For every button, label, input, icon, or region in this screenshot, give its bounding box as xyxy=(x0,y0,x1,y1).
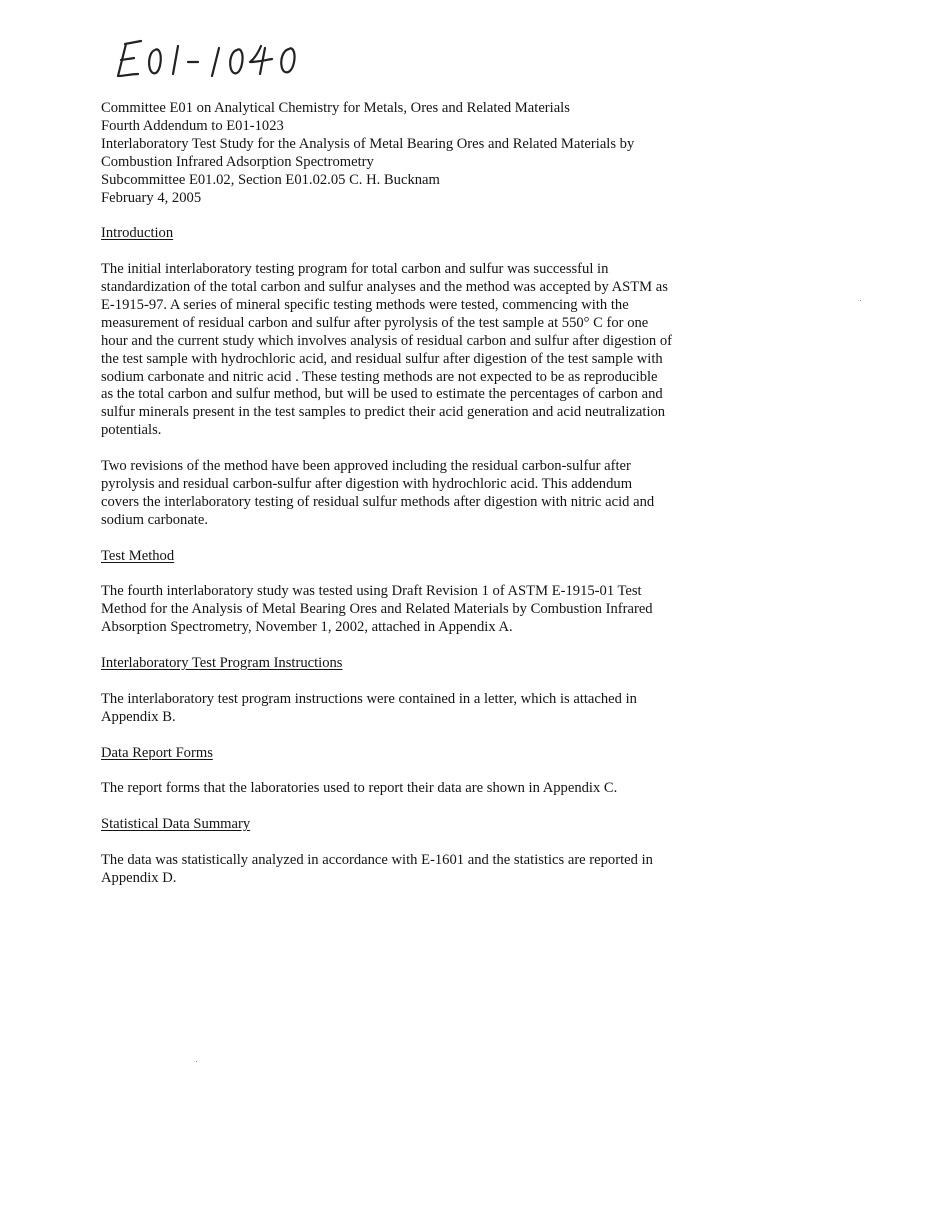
paragraph-line: The data was statistically analyzed in accordance with E-1601 and the statistics are reported in xyxy=(101,851,653,868)
introduction-heading: Introduction xyxy=(101,225,174,242)
paragraph-line: Absorption Spectrometry, November 1, 2002, attached in Appendix A. xyxy=(101,619,513,636)
header-line: Interlaboratory Test Study for the Analysis of Metal Bearing Ores and Related Materials by xyxy=(101,135,635,152)
paragraph-line: standardization of the total carbon and sulfur analyses and the method was accepted by ASTM as xyxy=(101,279,668,296)
handwritten-label-drawing xyxy=(112,36,322,86)
report-forms-paragraph xyxy=(101,780,711,798)
paragraph-line: measurement of residual carbon and sulfur after pyrolysis of the test sample at 550° C for one xyxy=(101,314,649,331)
document-body xyxy=(101,100,711,888)
section-report-forms xyxy=(101,745,711,799)
paragraph-line: E-1915-97. A series of mineral specific testing methods were tested, commencing with the xyxy=(101,296,629,313)
paragraph-line: Appendix B. xyxy=(101,708,176,725)
scan-speck xyxy=(860,300,861,301)
report-forms-heading: Data Report Forms xyxy=(101,744,213,761)
paragraph-line: Appendix D. xyxy=(101,869,177,886)
paragraph-line: sulfur minerals present in the test samples to predict their acid generation and acid neutralization xyxy=(101,404,666,421)
paragraph-line: sodium carbonate. xyxy=(101,511,208,528)
header-line: Subcommittee E01.02, Section E01.02.05 C. H. Bucknam xyxy=(101,171,440,188)
section-instructions xyxy=(101,655,711,727)
statistical-summary-paragraph xyxy=(101,852,711,888)
paragraph-line: The fourth interlaboratory study was tested using Draft Revision 1 of ASTM E-1915-01 Test xyxy=(101,583,642,600)
header-line: Fourth Addendum to E01-1023 xyxy=(101,117,284,134)
paragraph-line: hour and the current study which involves analysis of residual carbon and sulfur after digestion of xyxy=(101,332,673,349)
paragraph-line: pyrolysis and residual carbon-sulfur after digestion with hydrochloric acid. This addendum xyxy=(101,475,633,492)
section-statistical-summary xyxy=(101,816,711,888)
header-line: Committee E01 on Analytical Chemistry for Metals, Ores and Related Materials xyxy=(101,100,570,116)
paragraph-line: The report forms that the laboratories used to report their data are shown in Appendix C. xyxy=(101,780,618,797)
paragraph-line: the test sample with hydrochloric acid, and residual sulfur after digestion of the test sample with xyxy=(101,350,663,367)
paragraph-line: potentials. xyxy=(101,422,162,439)
paragraph-line: as the total carbon and sulfur method, but will be used to estimate the percentages of carbon and xyxy=(101,386,663,403)
paragraph-line: Method for the Analysis of Metal Bearing Ores and Related Materials by Combustion Infrared xyxy=(101,601,653,618)
paragraph-line: covers the interlaboratory testing of residual sulfur methods after digestion with nitric acid and xyxy=(101,493,655,510)
header-line: February 4, 2005 xyxy=(101,189,202,206)
document-header xyxy=(101,100,711,207)
handwritten-document-number xyxy=(112,36,322,86)
instructions-paragraph xyxy=(101,691,711,727)
introduction-paragraph-2 xyxy=(101,458,711,530)
test-method-paragraph xyxy=(101,583,711,637)
instructions-heading: Interlaboratory Test Program Instructions xyxy=(101,655,343,671)
scan-speck xyxy=(196,1061,197,1062)
section-introduction xyxy=(101,225,711,529)
header-line: Combustion Infrared Adsorption Spectrometry xyxy=(101,153,374,170)
paragraph-line: The interlaboratory test program instructions were contained in a letter, which is attached in xyxy=(101,690,637,707)
introduction-paragraph-1 xyxy=(101,261,711,440)
section-test-method xyxy=(101,548,711,638)
paragraph-line: Two revisions of the method have been approved including the residual carbon-sulfur after xyxy=(101,458,631,475)
paragraph-line: The initial interlaboratory testing program for total carbon and sulfur was successful in xyxy=(101,261,609,278)
paragraph-line: sodium carbonate and nitric acid . These testing methods are not expected to be as reproducible xyxy=(101,368,658,385)
test-method-heading: Test Method xyxy=(101,547,175,564)
statistical-summary-heading: Statistical Data Summary xyxy=(101,816,251,833)
